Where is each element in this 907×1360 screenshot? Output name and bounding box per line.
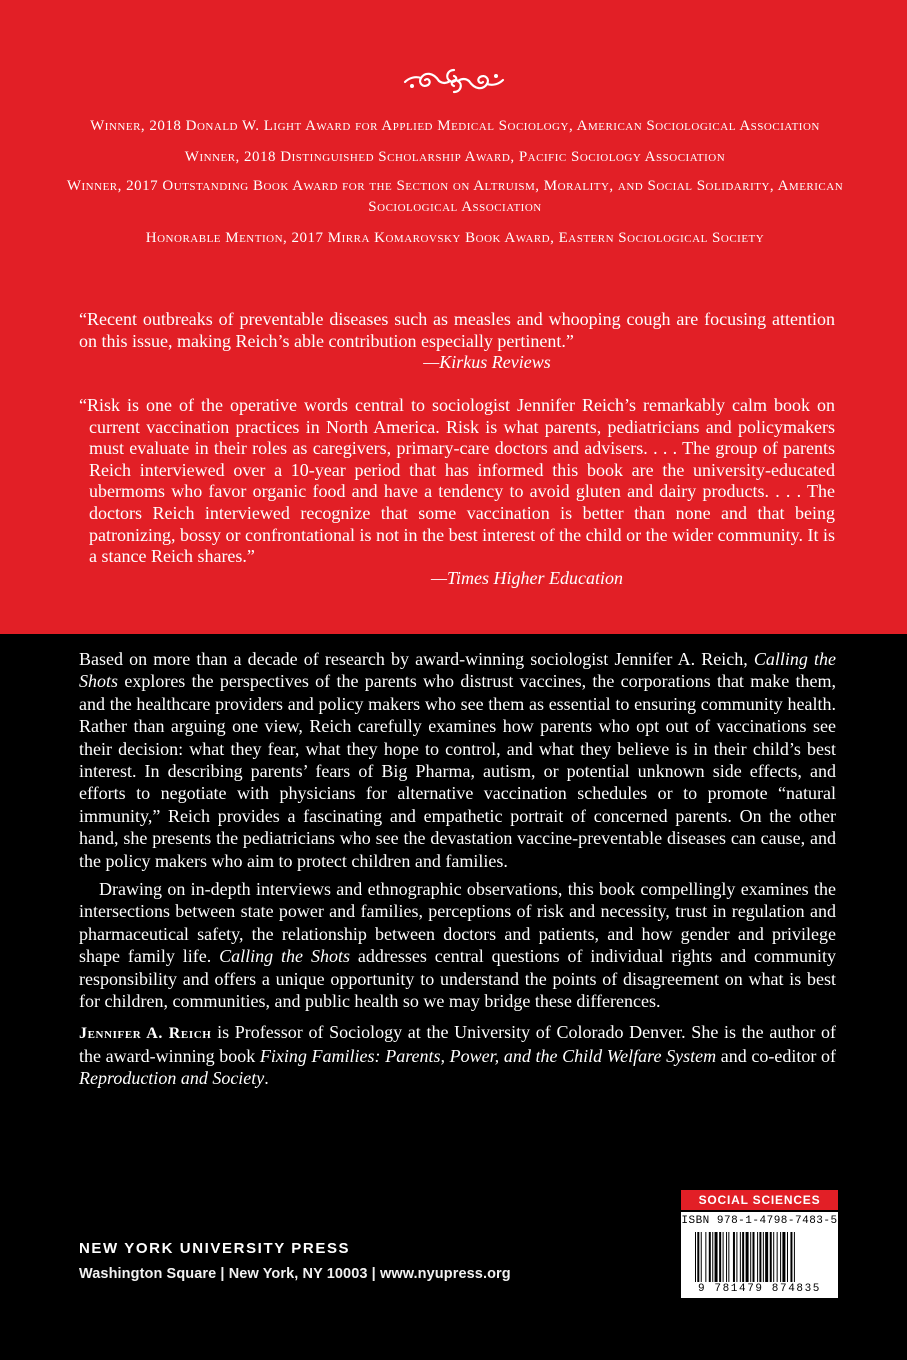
publisher-name: NEW YORK UNIVERSITY PRESS	[79, 1240, 351, 1257]
award-item: Winner, 2017 Outstanding Book Award for the Section on Altruism, Morality, and Social Solidarity, American Sociological Association	[66, 178, 844, 215]
publisher-address: Washington Square | New York, NY 10003 | www.nyupress.org	[79, 1266, 511, 1282]
category-label: SOCIAL SCIENCES	[681, 1190, 838, 1210]
description-text: addresses central questions of individual rights and community responsibility and offers a unique opportunity to understand the points of disagreement on what is best for children, communities, and public health so we may bridge these differences.	[79, 946, 837, 1012]
award-item: Winner, 2018 Donald W. Light Award for Applied Medical Sociology, American Sociological Association	[90, 118, 820, 134]
author-name: Jennifer A. Reich	[79, 1024, 212, 1042]
flourish-ornament-icon	[403, 66, 505, 96]
publisher-block	[79, 1240, 511, 1282]
red-panel	[0, 0, 907, 634]
award-item: Winner, 2018 Distinguished Scholarship Award, Pacific Sociology Association	[184, 149, 726, 165]
review-quote	[79, 309, 835, 374]
author-bio	[79, 1021, 836, 1090]
isbn-text: ISBN 978-1-4798-7483-5	[681, 1215, 838, 1227]
award-item: Honorable Mention, 2017 Mirra Komarovsky Book Award, Eastern Sociological Society	[145, 230, 765, 246]
description-paragraph	[79, 648, 836, 872]
quote-attribution: —Times Higher Education	[431, 567, 623, 588]
quote-attribution: —Kirkus Reviews	[423, 352, 551, 373]
quote-text: “Risk is one of the operative words central to sociologist Jennifer Reich’s remarkably calm book on current vaccination practices in North America. Risk is what parents, pediatricians and policymakers must evaluate in their roles as caregivers, primary-care doctors and advisers. . . . The group of parents Reich interviewed over a 10-year period that has informed this book are the university-educated ubermoms who favor organic food and have a tendency to avoid gluten and dairy products. . . . The doctors Reich interviewed recognize that some vaccination is better than none and that being patronizing, bossy or confrontational is not in the best interest of the child or the wider community. It is a stance Reich shares.”	[79, 395, 835, 567]
awards-list	[60, 116, 850, 259]
description-text: Based on more than a decade of research by award-winning sociologist Jennifer A. Reich,	[79, 649, 748, 669]
barcode-block	[681, 1190, 838, 1298]
bio-text: .	[264, 1068, 269, 1089]
description-text: Drawing on in-depth interviews and ethnographic observations, this book compellingly examines the intersections between state power and families, perceptions of risk and necessity, trust in regulation and pharmaceutical safety, the relationship between doctors and patients, and how gender and privilege shape family life.	[79, 879, 836, 967]
book-title: Calling the Shots	[79, 649, 837, 692]
quote-text: “Recent outbreaks of preventable diseases such as measles and whooping cough are focusing attention on this issue, making Reich’s able contribution especially pertinent.”	[79, 309, 835, 351]
description-text: explores the perspectives of the parents who distrust vaccines, the corporations that make them, and the healthcare providers and policy makers who see them as essential to ensuring community health. Rather than arguing one view, Reich carefully examines how parents who opt out of vaccinations see their decision: what they fear, what they hope to control, and what they believe is in their child’s best interest. In describing parents’ fears of Big Pharma, autism, or potential unknown side effects, and efforts to negotiate with physicians for alternative vaccination schedules or to promote “natural immunity,” Reich provides a fascinating and empathetic portrait of concerned parents. On the other hand, she presents the pediatricians who see the devastation vaccine-preventable diseases can cause, and the policy makers who aim to protect children and families.	[79, 671, 837, 871]
bio-book-title: Fixing Families: Parents, Power, and the Child Welfare System	[259, 1045, 717, 1066]
barcode-panel	[681, 1212, 838, 1298]
bio-book-title: Reproduction and Society	[79, 1068, 265, 1089]
book-title: Calling the Shots	[219, 946, 350, 967]
bio-text: is Professor of Sociology at the University of Colorado Denver. She is the author of the award-winning book	[79, 1021, 836, 1066]
bio-text: and co-editor of	[720, 1045, 836, 1066]
description-paragraph	[79, 878, 836, 1012]
barcode-icon	[695, 1232, 833, 1282]
barcode-digits: 9 781479 874835	[697, 1283, 822, 1295]
review-quote	[79, 395, 835, 589]
black-panel	[0, 634, 907, 1360]
book-description	[79, 648, 836, 1096]
